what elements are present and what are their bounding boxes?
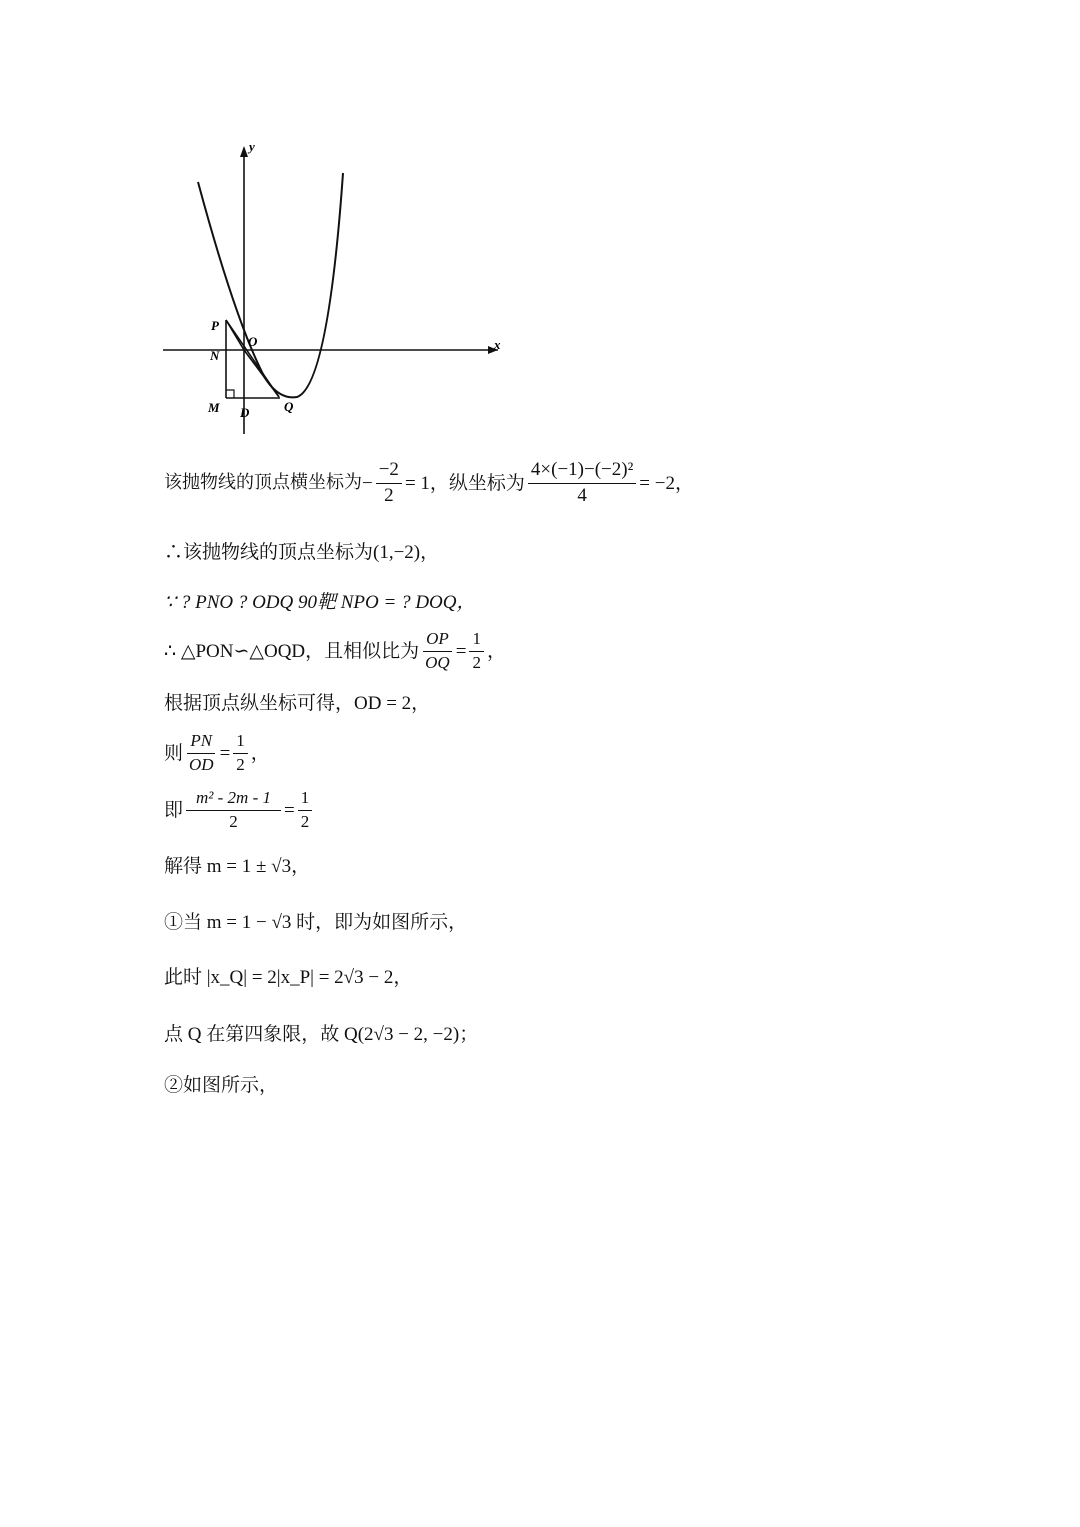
- fraction: [233, 732, 248, 774]
- text: 该抛物线的顶点横坐标为: [164, 472, 362, 494]
- equals: =: [284, 799, 295, 821]
- parabola-curve: [198, 173, 343, 397]
- text: ∴ △PON∽△OQD，且相似比为: [164, 640, 420, 662]
- line-xq: [164, 968, 412, 987]
- text: = 1，纵坐标为: [404, 472, 525, 494]
- text: ∴该抛物线的顶点坐标为(1,−2)，: [164, 542, 440, 563]
- numerator: 1: [233, 732, 248, 754]
- line-vertex-coords: [164, 543, 439, 562]
- label-D: D: [240, 405, 250, 420]
- fraction: [528, 460, 636, 507]
- fraction: [186, 732, 217, 774]
- text: ，: [486, 640, 506, 662]
- fraction: [186, 789, 281, 831]
- text: ，: [250, 742, 270, 764]
- line-point-q: [164, 1025, 478, 1044]
- minus-sign: −: [362, 472, 373, 494]
- line-od: [164, 694, 430, 713]
- text: 根据顶点纵坐标可得，OD = 2，: [164, 693, 431, 714]
- text: ①当 m = 1 − √3 时，即为如图所示，: [164, 912, 468, 933]
- numerator: PN: [187, 732, 215, 754]
- right-angle-marker: [226, 390, 234, 398]
- line-pn-ratio: [164, 732, 270, 774]
- denominator: 2: [300, 811, 310, 831]
- parabola-figure: [158, 138, 528, 438]
- denominator: OQ: [425, 652, 450, 672]
- label-Q: Q: [284, 399, 294, 414]
- numerator: −2: [376, 460, 402, 484]
- numerator: 1: [469, 630, 484, 652]
- numerator: 1: [298, 789, 313, 811]
- line-vertex-x: [164, 460, 694, 507]
- label-x: x: [494, 337, 501, 352]
- y-axis-arrow: [240, 146, 248, 157]
- text: = −2，: [639, 472, 694, 494]
- label-O: O: [248, 334, 258, 349]
- label-N: N: [210, 348, 220, 363]
- text: 则: [164, 742, 184, 764]
- denominator: 2: [236, 754, 245, 774]
- line-angles: [164, 593, 476, 612]
- line-equation: [164, 789, 315, 831]
- denominator: 2: [384, 484, 394, 506]
- line-similar: [164, 630, 506, 672]
- fraction: [376, 460, 402, 507]
- text: ②如图所示，: [164, 1075, 279, 1096]
- label-P: P: [211, 318, 219, 333]
- text: 此时 |x_Q| = 2|x_P| = 2√3 − 2，: [164, 967, 413, 988]
- fraction: [298, 789, 313, 831]
- label-y: y: [249, 139, 255, 154]
- line-solution: [164, 857, 310, 876]
- line-case-1: [164, 913, 467, 932]
- denominator: 4: [577, 484, 587, 506]
- denominator: 2: [229, 811, 238, 831]
- text: 点 Q 在第四象限，故 Q(2√3 − 2, −2)；: [164, 1024, 479, 1045]
- text: 即: [164, 799, 184, 821]
- numerator: m² - 2m - 1: [186, 789, 281, 811]
- fraction: [469, 630, 484, 672]
- fraction: [422, 630, 453, 672]
- text: ∵ ? PNO ? ODQ 90靶 NPO = ? DOQ，: [164, 592, 476, 613]
- label-M: M: [208, 400, 220, 415]
- text: 解得 m = 1 ± √3，: [164, 856, 311, 877]
- denominator: 2: [472, 652, 481, 672]
- equals: =: [455, 640, 467, 662]
- equals: =: [219, 742, 231, 764]
- denominator: OD: [189, 754, 214, 774]
- numerator: OP: [423, 630, 452, 652]
- segment-OQ: [244, 350, 279, 397]
- line-case-2: [164, 1076, 278, 1095]
- numerator: 4×(−1)−(−2)²: [528, 460, 636, 484]
